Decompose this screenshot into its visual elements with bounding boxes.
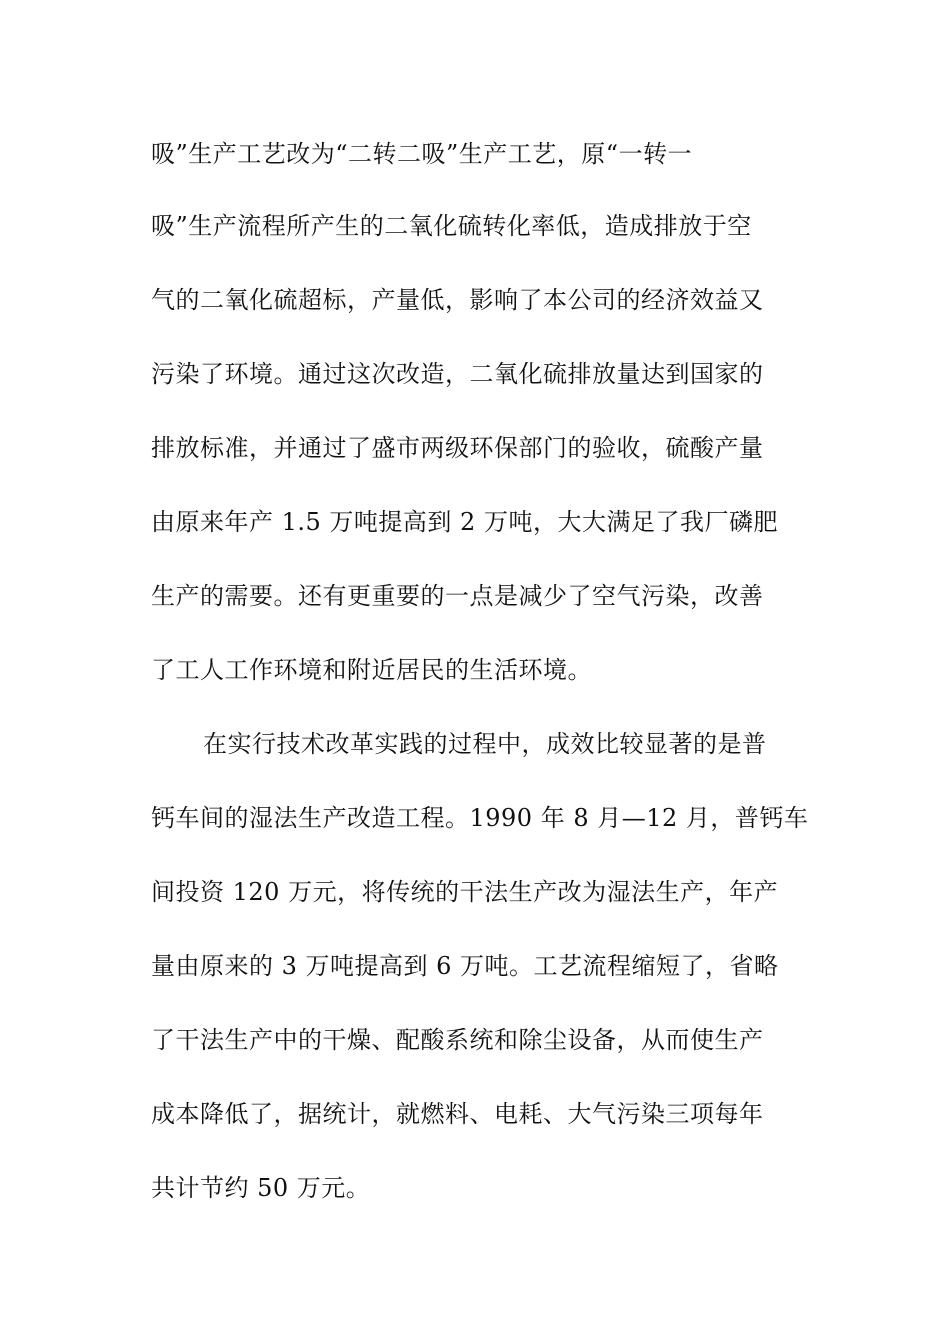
text-line: 在实行技术改革实践的过程中，成效比较显著的是普 — [203, 730, 767, 758]
text-line: 成本降低了，据统计，就燃料、电耗、大气污染三项每年 — [151, 1100, 764, 1128]
text-line: 吸”生产流程所产生的二氧化硫转化率低，造成排放于空 — [151, 212, 752, 240]
text-line: 间投资 120 万元，将传统的干法生产改为湿法生产，年产 — [151, 878, 779, 906]
text-line: 了工人工作环境和附近居民的生活环境。 — [151, 656, 592, 684]
text-line: 污染了环境。通过这次改造，二氧化硫排放量达到国家的 — [151, 360, 764, 388]
text-line: 钙车间的湿法生产改造工程。1990 年 8 月—12 月，普钙车 — [151, 804, 809, 832]
text-line: 量由原来的 3 万吨提高到 6 万吨。工艺流程缩短了，省略 — [151, 952, 779, 980]
text-line: 气的二氧化硫超标，产量低，影响了本公司的经济效益又 — [151, 286, 764, 314]
text-line: 吸”生产工艺改为“二转二吸”生产工艺，原“一转一 — [151, 140, 693, 168]
text-line: 由原来年产 1.5 万吨提高到 2 万吨，大大满足了我厂磷肥 — [151, 508, 778, 536]
text-line: 了干法生产中的干燥、配酸系统和除尘设备，从而使生产 — [151, 1026, 764, 1054]
text-line: 生产的需要。还有更重要的一点是减少了空气污染，改善 — [151, 582, 764, 610]
text-line: 共计节约 50 万元。 — [151, 1174, 371, 1202]
text-line: 排放标准，并通过了盛市两级环保部门的验收，硫酸产量 — [151, 434, 764, 462]
